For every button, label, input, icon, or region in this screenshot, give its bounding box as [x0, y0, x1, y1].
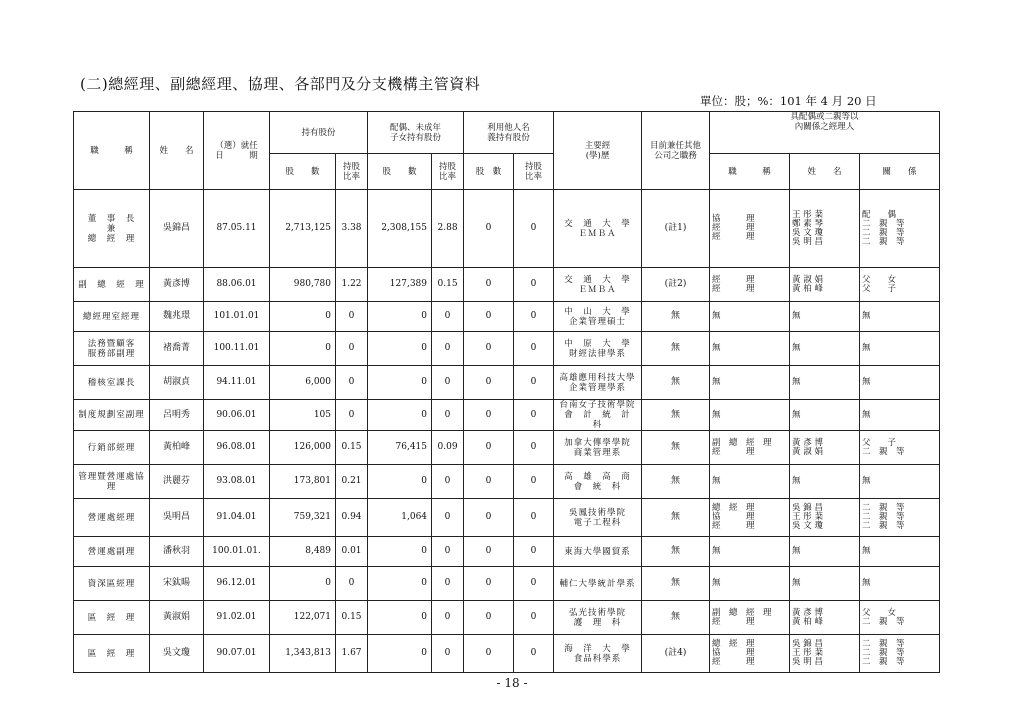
ratio-cell: 0: [336, 332, 368, 366]
header-nominee-ratio: 持股 比率: [514, 154, 554, 190]
nominee-ratio-cell: 0: [514, 268, 554, 302]
ratio-cell: 0: [336, 400, 368, 431]
relative-name-cell: 吳 錦 昌 王 彤 棻 吳 文 瓊: [790, 499, 860, 537]
nominee-ratio-cell: 0: [514, 400, 554, 431]
relative-title-cell: 無: [710, 332, 790, 366]
relative-title-cell: 無: [710, 537, 790, 567]
managers-table: [73, 111, 940, 673]
nominee-shares-cell: 0: [464, 302, 514, 332]
name-cell: 魏兆璟: [150, 302, 204, 332]
position-cell: 區 經 理: [74, 635, 150, 673]
nominee-shares-cell: 0: [464, 332, 514, 366]
spouse-ratio-cell: 0.09: [432, 431, 464, 465]
shares-cell: 8,489: [270, 537, 336, 567]
shares-cell: 0: [270, 332, 336, 366]
relative-name-cell: 無: [790, 332, 860, 366]
shares-cell: 122,071: [270, 601, 336, 635]
table-row: [74, 635, 940, 673]
education-cell: 吳鳳技術學院 電子工程科: [554, 499, 642, 537]
spouse-ratio-cell: 0: [432, 499, 464, 537]
name-cell: 吳明昌: [150, 499, 204, 537]
spouse-shares-cell: 0: [368, 465, 432, 499]
shares-cell: 1,343,813: [270, 635, 336, 673]
name-cell: 吳錦昌: [150, 190, 204, 268]
position-cell: 董 事 長 兼 總 經 理: [74, 190, 150, 268]
relative-title-cell: 無: [710, 465, 790, 499]
nominee-shares-cell: 0: [464, 431, 514, 465]
table-row: [74, 537, 940, 567]
date-cell: 100.01.01.: [204, 537, 270, 567]
nominee-ratio-cell: 0: [514, 431, 554, 465]
table-row: [74, 302, 940, 332]
spouse-shares-cell: 0: [368, 332, 432, 366]
spouse-shares-cell: 0: [368, 537, 432, 567]
header-name: 姓 名: [150, 112, 204, 190]
position-cell: 營運處副理: [74, 537, 150, 567]
shares-cell: 126,000: [270, 431, 336, 465]
position-cell: 法務暨顧客 服務部副理: [74, 332, 150, 366]
name-cell: 褚喬菁: [150, 332, 204, 366]
spouse-shares-cell: 1,064: [368, 499, 432, 537]
nominee-shares-cell: 0: [464, 400, 514, 431]
other-jobs-cell: 無: [642, 400, 710, 431]
position-cell: 管理暨營運處協理: [74, 465, 150, 499]
spouse-shares-cell: 76,415: [368, 431, 432, 465]
ratio-cell: 0: [336, 366, 368, 400]
ratio-cell: 0.94: [336, 499, 368, 537]
table-row: [74, 499, 940, 537]
education-cell: 台南女子技術學院 會 計 統 計 科: [554, 400, 642, 431]
table-row: [74, 601, 940, 635]
position-cell: 區 經 理: [74, 601, 150, 635]
table-row: [74, 268, 940, 302]
relative-title-cell: 副 總 經 理 經 理: [710, 601, 790, 635]
spouse-shares-cell: 0: [368, 635, 432, 673]
header-nominee-shares: 股 數: [464, 154, 514, 190]
name-cell: 呂明秀: [150, 400, 204, 431]
header-rel-title: 職 稱: [710, 154, 790, 190]
position-cell: 營運處經理: [74, 499, 150, 537]
relative-title-cell: 無: [710, 366, 790, 400]
header-rel-name: 姓 名: [790, 154, 860, 190]
header-relatives: 具配偶或二親等以 內關係之經理人: [710, 112, 940, 154]
relative-name-cell: 無: [790, 302, 860, 332]
nominee-ratio-cell: 0: [514, 465, 554, 499]
education-cell: 輔仁大學統計學系: [554, 567, 642, 601]
nominee-ratio-cell: 0: [514, 601, 554, 635]
ratio-cell: 3.38: [336, 190, 368, 268]
other-jobs-cell: 無: [642, 499, 710, 537]
table-row: [74, 366, 940, 400]
header-nominee: 利用他人名 義持有股份: [464, 112, 554, 154]
header-held-shares: 股 數: [270, 154, 336, 190]
shares-cell: 759,321: [270, 499, 336, 537]
relative-title-cell: 副 總 經 理 經 理: [710, 431, 790, 465]
spouse-ratio-cell: 0: [432, 366, 464, 400]
spouse-ratio-cell: 0: [432, 601, 464, 635]
position-cell: 副 總 經 理: [74, 268, 150, 302]
relative-name-cell: 無: [790, 465, 860, 499]
nominee-ratio-cell: 0: [514, 366, 554, 400]
spouse-ratio-cell: 0: [432, 635, 464, 673]
spouse-shares-cell: 0: [368, 601, 432, 635]
page-number: - 18 -: [496, 676, 528, 690]
other-jobs-cell: (註2): [642, 268, 710, 302]
unit-note: 單位：股；%：101 年 4 月 20 日: [700, 94, 877, 108]
relative-relation-cell: 父 女 父 子: [860, 268, 940, 302]
nominee-shares-cell: 0: [464, 537, 514, 567]
other-jobs-cell: (註1): [642, 190, 710, 268]
nominee-ratio-cell: 0: [514, 537, 554, 567]
nominee-shares-cell: 0: [464, 601, 514, 635]
date-cell: 94.11.01: [204, 366, 270, 400]
education-cell: 加拿大傳學學院 商業管理系: [554, 431, 642, 465]
shares-cell: 105: [270, 400, 336, 431]
table-row: [74, 332, 940, 366]
nominee-ratio-cell: 0: [514, 190, 554, 268]
nominee-shares-cell: 0: [464, 499, 514, 537]
name-cell: 宋鈦暘: [150, 567, 204, 601]
ratio-cell: 0: [336, 302, 368, 332]
spouse-ratio-cell: 0: [432, 567, 464, 601]
shares-cell: 0: [270, 302, 336, 332]
education-cell: 交 通 大 學 ＥＭＢＡ: [554, 268, 642, 302]
date-cell: 91.04.01: [204, 499, 270, 537]
relative-name-cell: 黃 彥 博 黃 淑 娟: [790, 431, 860, 465]
shares-cell: 980,780: [270, 268, 336, 302]
date-cell: 96.08.01: [204, 431, 270, 465]
other-jobs-cell: 無: [642, 366, 710, 400]
relative-title-cell: 經 理 經 理: [710, 268, 790, 302]
relative-relation-cell: 無: [860, 302, 940, 332]
date-cell: 93.08.01: [204, 465, 270, 499]
date-cell: 100.11.01: [204, 332, 270, 366]
education-cell: 海 洋 大 學 食品科學系: [554, 635, 642, 673]
position-cell: 總經理室經理: [74, 302, 150, 332]
relative-name-cell: 王 彤 棻 鄭 素 琴 吳 文 瓊 吳 明 昌: [790, 190, 860, 268]
ratio-cell: 0.15: [336, 601, 368, 635]
spouse-ratio-cell: 0: [432, 465, 464, 499]
header-other-jobs: 目前兼任其他 公司之職務: [642, 112, 710, 190]
education-cell: 中 山 大 學 企業管理碩士: [554, 302, 642, 332]
name-cell: 吳文瓊: [150, 635, 204, 673]
relative-name-cell: 黃 彥 博 黃 柏 峰: [790, 601, 860, 635]
nominee-shares-cell: 0: [464, 190, 514, 268]
other-jobs-cell: 無: [642, 567, 710, 601]
spouse-ratio-cell: 0: [432, 537, 464, 567]
spouse-ratio-cell: 0: [432, 332, 464, 366]
other-jobs-cell: (註4): [642, 635, 710, 673]
nominee-ratio-cell: 0: [514, 302, 554, 332]
relative-name-cell: 無: [790, 537, 860, 567]
relative-name-cell: 無: [790, 567, 860, 601]
relative-title-cell: 無: [710, 302, 790, 332]
relative-title-cell: 協 理 經 理 經 理: [710, 190, 790, 268]
relative-relation-cell: 配 偶 二 親 等 二 親 等 二 親 等: [860, 190, 940, 268]
ratio-cell: 0: [336, 567, 368, 601]
spouse-shares-cell: 0: [368, 400, 432, 431]
relative-relation-cell: 二 親 等 二 親 等 二 親 等: [860, 635, 940, 673]
date-cell: 101.01.01: [204, 302, 270, 332]
name-cell: 黃彥博: [150, 268, 204, 302]
education-cell: 高 雄 高 商 會 統 科: [554, 465, 642, 499]
education-cell: 中 原 大 學 財經法律學系: [554, 332, 642, 366]
relative-relation-cell: 無: [860, 332, 940, 366]
nominee-ratio-cell: 0: [514, 499, 554, 537]
other-jobs-cell: 無: [642, 431, 710, 465]
education-cell: 弘光技術學院 護 理 科: [554, 601, 642, 635]
other-jobs-cell: 無: [642, 537, 710, 567]
nominee-ratio-cell: 0: [514, 567, 554, 601]
relative-title-cell: 無: [710, 400, 790, 431]
name-cell: 潘秋羽: [150, 537, 204, 567]
other-jobs-cell: 無: [642, 332, 710, 366]
name-cell: 黃淑娟: [150, 601, 204, 635]
nominee-shares-cell: 0: [464, 465, 514, 499]
other-jobs-cell: 無: [642, 601, 710, 635]
nominee-shares-cell: 0: [464, 567, 514, 601]
name-cell: 洪麗芬: [150, 465, 204, 499]
nominee-ratio-cell: 0: [514, 635, 554, 673]
header-row-1: [74, 112, 940, 154]
position-cell: 稽核室課長: [74, 366, 150, 400]
name-cell: 胡淑貞: [150, 366, 204, 400]
relative-name-cell: 吳 錦 昌 王 彤 棻 吳 明 昌: [790, 635, 860, 673]
education-cell: 東海大學國貿系: [554, 537, 642, 567]
date-cell: 96.12.01: [204, 567, 270, 601]
relative-title-cell: 總 經 理 協 理 經 理: [710, 635, 790, 673]
ratio-cell: 0.21: [336, 465, 368, 499]
shares-cell: 6,000: [270, 366, 336, 400]
table-row: [74, 431, 940, 465]
shares-cell: 2,713,125: [270, 190, 336, 268]
spouse-ratio-cell: 0: [432, 302, 464, 332]
spouse-shares-cell: 0: [368, 302, 432, 332]
relative-title-cell: 總 經 理 協 理 經 理: [710, 499, 790, 537]
education-cell: 交 通 大 學 ＥＭＢＡ: [554, 190, 642, 268]
header-date: （選）就任 日 期: [204, 112, 270, 190]
ratio-cell: 1.22: [336, 268, 368, 302]
relative-relation-cell: 二 親 等 二 親 等 二 親 等: [860, 499, 940, 537]
spouse-ratio-cell: 0: [432, 400, 464, 431]
ratio-cell: 0.01: [336, 537, 368, 567]
date-cell: 88.06.01: [204, 268, 270, 302]
relative-relation-cell: 父 子 二 親 等: [860, 431, 940, 465]
header-spouse-ratio: 持股 比率: [432, 154, 464, 190]
relative-name-cell: 黃 淑 娟 黃 柏 峰: [790, 268, 860, 302]
spouse-ratio-cell: 2.88: [432, 190, 464, 268]
relative-relation-cell: 無: [860, 537, 940, 567]
header-rel-relation: 關 係: [860, 154, 940, 190]
spouse-shares-cell: 2,308,155: [368, 190, 432, 268]
ratio-cell: 0.15: [336, 431, 368, 465]
nominee-ratio-cell: 0: [514, 332, 554, 366]
header-education: 主要經 (學)歷: [554, 112, 642, 190]
ratio-cell: 1.67: [336, 635, 368, 673]
table-row: [74, 190, 940, 268]
position-cell: 資深區經理: [74, 567, 150, 601]
relative-title-cell: 無: [710, 567, 790, 601]
relative-name-cell: 無: [790, 400, 860, 431]
nominee-shares-cell: 0: [464, 366, 514, 400]
header-held-ratio: 持股 比率: [336, 154, 368, 190]
spouse-shares-cell: 0: [368, 567, 432, 601]
position-cell: 制度規劃室副理: [74, 400, 150, 431]
table-row: [74, 465, 940, 499]
spouse-shares-cell: 127,389: [368, 268, 432, 302]
nominee-shares-cell: 0: [464, 268, 514, 302]
other-jobs-cell: 無: [642, 302, 710, 332]
other-jobs-cell: 無: [642, 465, 710, 499]
shares-cell: 0: [270, 567, 336, 601]
header-spouse: 配偶、未成年 子女持有股份: [368, 112, 464, 154]
relative-relation-cell: 父 女 二 親 等: [860, 601, 940, 635]
date-cell: 90.07.01: [204, 635, 270, 673]
relative-relation-cell: 無: [860, 567, 940, 601]
nominee-shares-cell: 0: [464, 635, 514, 673]
relative-relation-cell: 無: [860, 465, 940, 499]
header-held: 持有股份: [270, 112, 368, 154]
header-position: 職 稱: [74, 112, 150, 190]
name-cell: 黃柏峰: [150, 431, 204, 465]
shares-cell: 173,801: [270, 465, 336, 499]
relative-relation-cell: 無: [860, 400, 940, 431]
page-title: (二)總經理、副總經理、協理、各部門及分支機構主管資料: [80, 75, 481, 93]
date-cell: 90.06.01: [204, 400, 270, 431]
header-spouse-shares: 股 數: [368, 154, 432, 190]
date-cell: 91.02.01: [204, 601, 270, 635]
table-row: [74, 400, 940, 431]
table-row: [74, 567, 940, 601]
spouse-shares-cell: 0: [368, 366, 432, 400]
relative-name-cell: 無: [790, 366, 860, 400]
date-cell: 87.05.11: [204, 190, 270, 268]
position-cell: 行銷部經理: [74, 431, 150, 465]
education-cell: 高雄應用科技大學 企業管理學系: [554, 366, 642, 400]
spouse-ratio-cell: 0.15: [432, 268, 464, 302]
relative-relation-cell: 無: [860, 366, 940, 400]
